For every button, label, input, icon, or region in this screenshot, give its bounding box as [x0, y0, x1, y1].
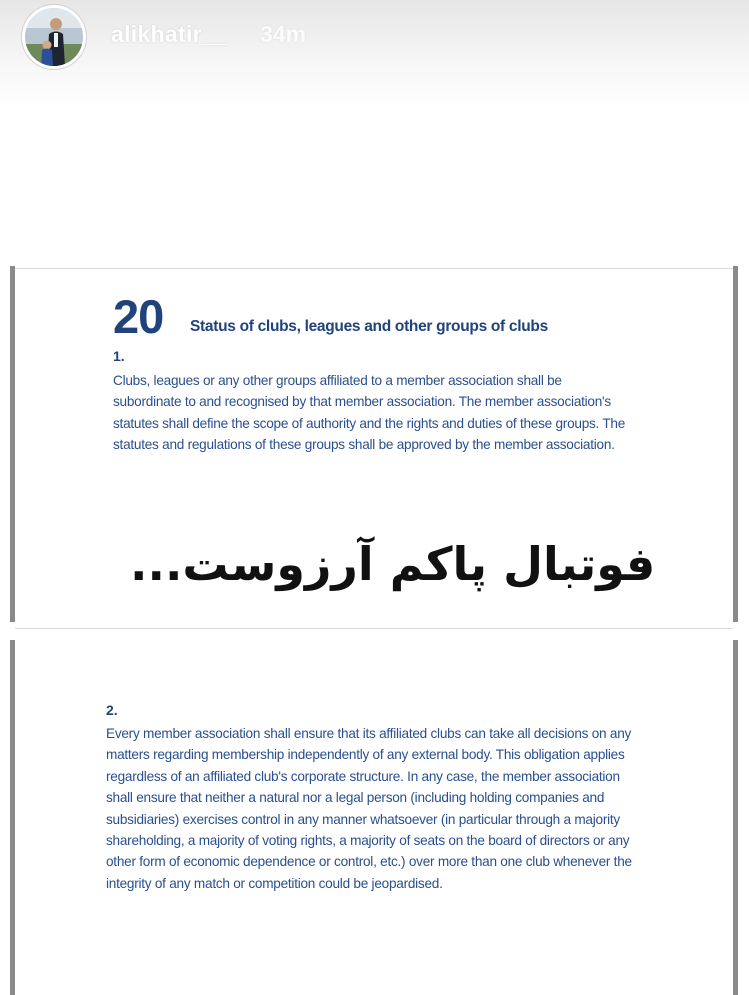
- left-page-divider-lower: [10, 640, 15, 995]
- avatar[interactable]: [22, 5, 86, 69]
- story-timestamp: 34m: [260, 21, 307, 47]
- section-number: 20: [113, 290, 164, 343]
- section-title: Status of clubs, leagues and other groups of clubs: [190, 318, 548, 335]
- paragraph-1-text: Clubs, leagues or any other groups affiliated to a member association shall be subordinate to and recognised by that member association. The member association's statutes shall define the scope of authority and the rights and duties of these groups. The statutes and regulations of these groups shall be approved by the member association.: [113, 373, 626, 453]
- left-page-divider: [10, 266, 15, 622]
- paragraph-2-number: 2.: [106, 702, 118, 718]
- caption-text: فوتبال پاکم آرزوست...: [130, 537, 656, 591]
- persian-caption: [130, 537, 656, 592]
- right-page-divider: [733, 266, 738, 622]
- right-page-divider-lower: [733, 640, 738, 995]
- page-mid-edge: [15, 628, 733, 629]
- paragraph-2-text: Every member association shall ensure that its affiliated clubs can take all decisions on any matters regarding membership independently of any external body. This obligation applies regardless of an affiliated club's corporate structure. In any case, the member association shall ensure that neither a natural nor a legal person (including holding companies and subsidiaries) exercises control in any manner whatsoever (in particular through a majority shareholding, a majority of voting rights, a majority of seats on the board of directors or any other form of economic dependence or control, etc.) over more than one club whenever the integrity of any match or competition could be jeopardised.: [106, 726, 632, 891]
- paragraph-1-number: 1.: [113, 348, 125, 364]
- profile-photo-icon: [25, 8, 83, 66]
- story-username[interactable]: alikhatir__: [111, 21, 229, 47]
- page-top-edge: [15, 268, 733, 269]
- story-header: [0, 0, 749, 110]
